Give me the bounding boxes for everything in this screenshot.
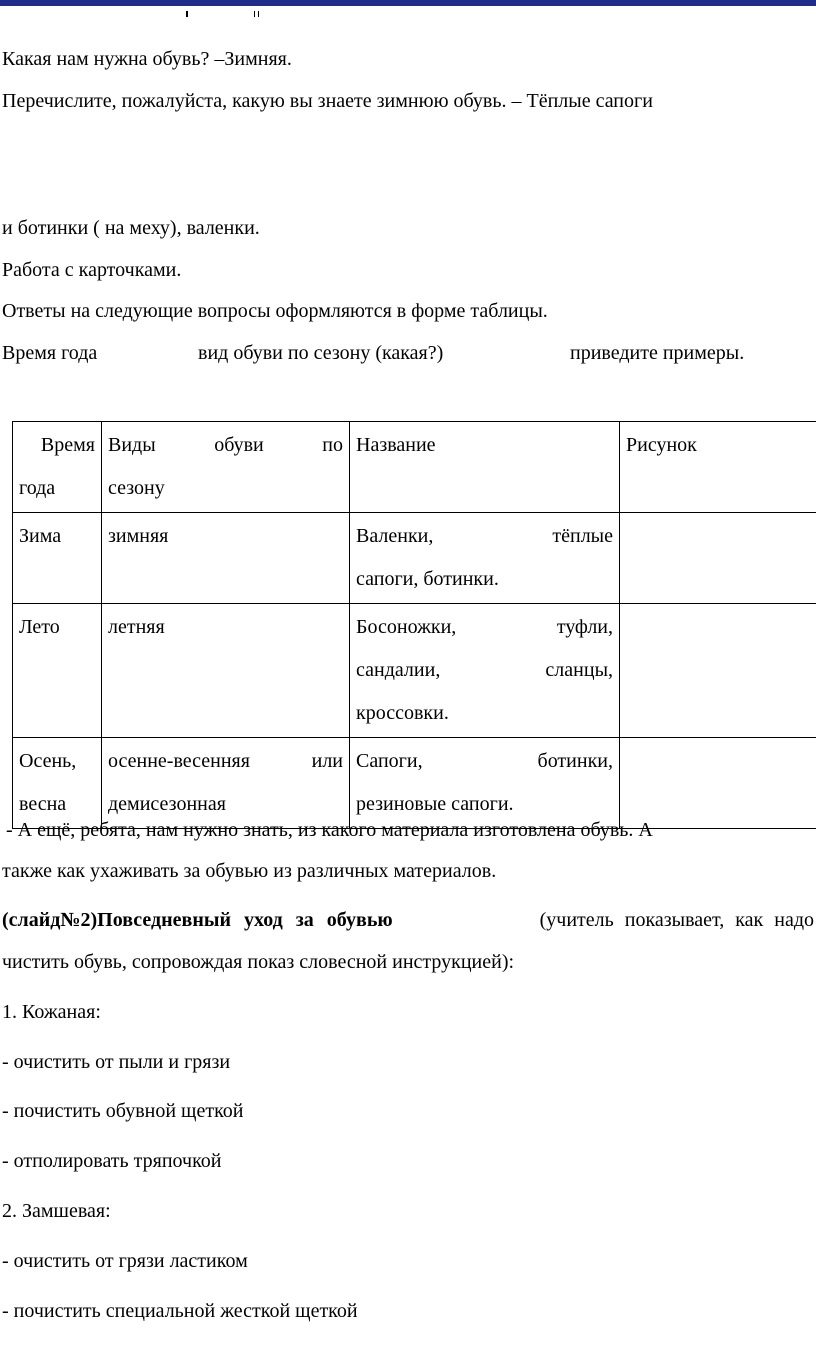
top-border: [0, 0, 816, 6]
cell-names-word: сланцы,: [545, 659, 613, 681]
header-name: Название: [350, 422, 620, 513]
column-title-season: Время года: [2, 342, 98, 364]
leather-title: 1. Кожаная:: [2, 1001, 101, 1023]
material-intro-line1: - А ещё, ребята, нам нужно знать, из какого материала изготовлена обувь. А: [6, 819, 653, 841]
cell-names-word: тёплые: [552, 525, 613, 547]
cell-names: [350, 604, 620, 738]
cell-type: летняя: [102, 604, 350, 738]
cell-type: зимняя: [102, 513, 350, 604]
list-item: - очистить от пыли и грязи: [2, 1051, 231, 1073]
question-2: Перечислите, пожалуйста, какую вы знаете зимнюю обувь. – Тёплые сапоги: [2, 90, 653, 112]
care-rest-line1: (учитель показывает, как надо: [539, 909, 814, 931]
header-type-line2: сезону: [108, 477, 165, 499]
cell-names-line2: [356, 649, 613, 692]
cell-type: [102, 738, 350, 829]
cell-season-line1: Осень,: [19, 750, 77, 772]
header-type-word3: по: [322, 434, 343, 456]
cell-names-line2: сапоги, ботинки.: [356, 568, 499, 590]
care-heading-line: [2, 908, 814, 932]
list-item: - отполировать тряпочкой: [2, 1150, 222, 1172]
header-season-line2: года: [19, 477, 56, 499]
cell-names-word: Валенки,: [356, 525, 434, 547]
cell-type-line1: [108, 740, 343, 783]
header-type-word2: обуви: [214, 434, 264, 456]
header-season-line1: Время: [40, 434, 95, 456]
cell-season: Лето: [13, 604, 102, 738]
material-intro-line2: также как ухаживать за обувью из различных материалов.: [2, 860, 497, 882]
cell-names: [350, 513, 620, 604]
cell-names-line3: кроссовки.: [356, 702, 449, 724]
cell-picture: [620, 738, 816, 829]
top-marks: [186, 11, 286, 21]
list-item: - почистить обувной щеткой: [2, 1100, 244, 1122]
question-2-continued: и ботинки ( на меху), валенки.: [2, 217, 260, 239]
list-item: - почистить специальной жесткой щеткой: [2, 1300, 358, 1322]
cell-type-word: осенне-весенняя: [108, 750, 250, 772]
list-item: - очистить от грязи ластиком: [2, 1250, 248, 1272]
cell-type-line2: демисезонная: [108, 793, 226, 815]
column-title-examples: приведите примеры.: [570, 342, 745, 364]
cell-season: Зима: [13, 513, 102, 604]
header-type-line1: [108, 424, 343, 467]
cell-names-word: сандалии,: [356, 659, 441, 681]
suede-title: 2. Замшевая:: [2, 1200, 111, 1222]
cell-names-word: Босоножки,: [356, 616, 457, 638]
cell-season: [13, 738, 102, 829]
cell-names-word: ботинки,: [537, 750, 613, 772]
cell-picture: [620, 513, 816, 604]
cell-names-line1: [356, 606, 613, 649]
cell-season-line2: весна: [19, 793, 67, 815]
column-titles-line: [2, 341, 814, 365]
cell-type-word: или: [311, 750, 343, 772]
header-picture: Рисунок: [620, 422, 816, 513]
footwear-table: [12, 421, 816, 829]
header-type: [102, 422, 350, 513]
question-1: Какая нам нужна обувь? –Зимняя.: [2, 48, 292, 70]
cell-names-word: туфли,: [556, 616, 613, 638]
cell-names-line2: резиновые сапоги.: [356, 793, 514, 815]
care-bold-title: (слайд№2)Повседневный уход за обувью: [2, 909, 393, 931]
table-note: Ответы на следующие вопросы оформляются в форме таблицы.: [2, 300, 548, 322]
table-row: [13, 738, 816, 829]
care-line2: чистить обувь, сопровождая показ словесной инструкцией):: [2, 951, 515, 973]
table-row: [13, 604, 816, 738]
cell-names-line1: [356, 740, 613, 783]
work-with-cards: Работа с карточками.: [2, 259, 182, 281]
cell-names-line1: [356, 515, 613, 558]
cell-names: [350, 738, 620, 829]
header-season: [13, 422, 102, 513]
cell-picture: [620, 604, 816, 738]
table-header-row: [13, 422, 816, 513]
cell-names-word: Сапоги,: [356, 750, 423, 772]
column-title-type: вид обуви по сезону (какая?): [198, 342, 444, 364]
table-row: [13, 513, 816, 604]
header-type-word1: Виды: [108, 434, 156, 456]
